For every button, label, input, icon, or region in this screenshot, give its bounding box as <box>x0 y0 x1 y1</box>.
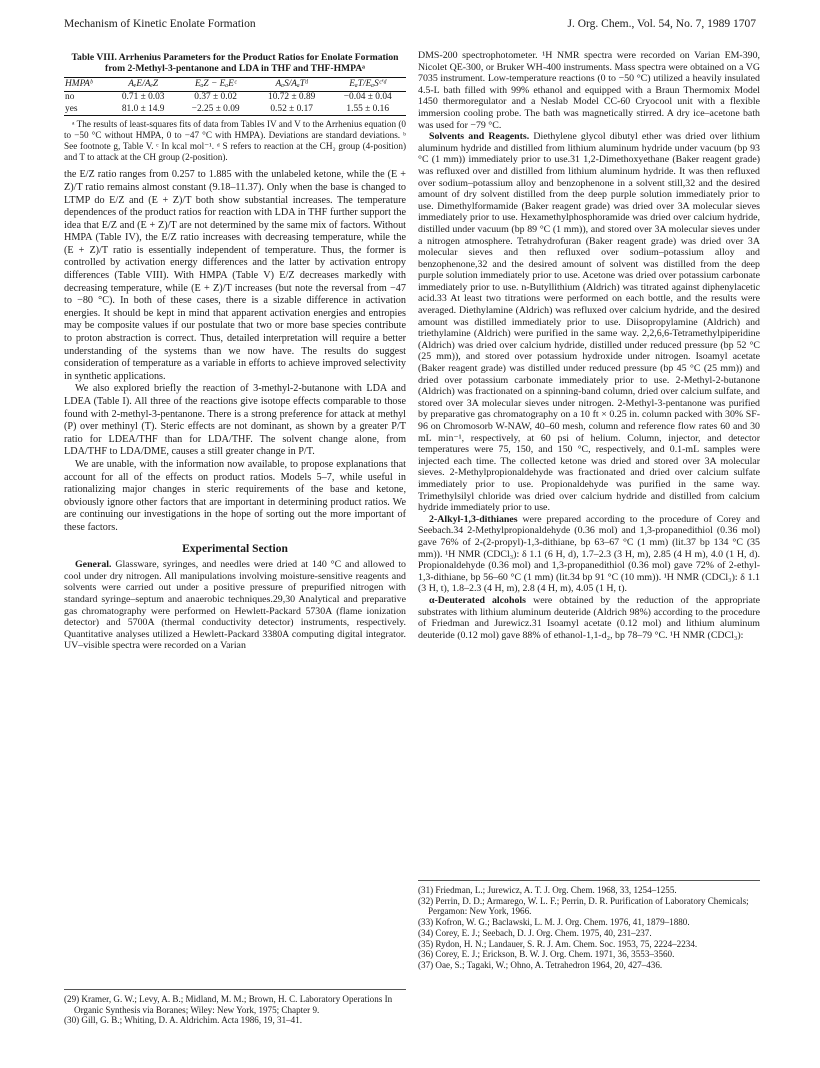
reference: (31) Friedman, L.; Jurewicz, A. T. J. Org. Chem. 1968, 33, 1254–1255. <box>418 885 677 895</box>
table-cell: no <box>65 92 75 103</box>
table-cell: 10.72 ± 0.89 <box>268 92 316 103</box>
right-column <box>418 50 760 641</box>
paragraph <box>418 514 760 595</box>
table-cell: 81.0 ± 14.9 <box>109 104 177 116</box>
paragraph-lead: 2-Alkyl-1,3-dithianes <box>429 513 518 525</box>
arrhenius-table <box>64 77 406 117</box>
table-cell: 0.52 ± 0.17 <box>254 104 330 116</box>
reference: (33) Kofron, W. G.; Baclawski, L. M. J. Org. Chem. 1976, 41, 1879–1880. <box>418 917 690 928</box>
reference: (30) Gill, G. B.; Whiting, D. A. Aldrichim. Acta 1986, 19, 31–41. <box>64 1015 303 1026</box>
paragraph-text: Glassware, syringes, and needles were dried at 140 °C and allowed to cool under dry nitrogen. All manipulations involving moisture-sensitive reagents and solvents were carried out under a positive pressure of prepurified nitrogen with standard syringe–septum and anaerobic techniques.29,30 Analytical and preparative gas chromatography were performed on Hewlett-Packard 5730A (flame ionization detector) and 5700A (thermal conductivity detector) instruments, respectively. Quantitative analyses utilized a Hewlett-Packard 3380A computing digital integrator. UV–visible spectra were recorded on a Varian <box>64 559 406 652</box>
table-header-cell: EₐZ − EₐEᶜ <box>177 77 254 92</box>
table-row <box>64 92 406 104</box>
paragraph-lead: General. <box>75 559 112 571</box>
experimental-text <box>64 559 406 652</box>
reference: (35) Rydon, H. N.; Landauer, S. R. J. Am. Chem. Soc. 1953, 75, 2224–2234. <box>418 938 698 949</box>
table-row <box>64 104 406 116</box>
experimental-text-continued <box>418 50 760 641</box>
section-heading: Experimental Section <box>182 542 288 555</box>
footnotes-right <box>418 880 760 971</box>
table-cell: −0.04 ± 0.04 <box>343 92 392 103</box>
table-header-cell: AₑE/AₑZ <box>109 77 177 92</box>
reference: (32) Perrin, D. D.; Armarego, W. L. F.; Perrin, D. R. Purification of Laboratory Chemicals; Pergamon: New York, 1966. <box>418 895 749 917</box>
table-cell: −2.25 ± 0.09 <box>177 104 254 116</box>
paragraph: the E/Z ratio ranges from 0.257 to 1.885 with the unlabeled ketone, while the (E + Z)/T ratio remains almost constant (9.18–11.37). Only when the base is changed to LTMP do E/Z and (E + Z)/T both show substantial increases. The temperature dependences of the product ratios for reaction with LDA in THF further support the idea that E/Z and (E + Z)/T are not determined by the same mix of factors. Without HMPA (Table IV), the E/Z ratio increases with decreasing temperature, while the (E + Z)/T ratio is essentially independent of temperature. Thus, the former is controlled by activation energy differences and the latter by activation entropy differences (Table VIII). With HMPA (Table V) E/Z decreases markedly with decreasing temperature, while (E + Z)/T increases (but note the reversal from −47 to −80 °C). In both of these cases, there is a sizable difference in activation energies. It should be kept in mind that apparent activation energies and entropies may be composite values if our postulate that two or more base species contribute to proton abstraction is correct. Thus, detailed interpretation will require a better understanding of the systems than we now have. The results do suggest consideration of temperature as a variable in efforts to achieve improved selectivity in synthetic applications. <box>64 169 406 382</box>
footnotes-left <box>64 989 406 1026</box>
paragraph <box>64 559 406 652</box>
table-header-row <box>64 77 406 92</box>
paragraph: We also explored briefly the reaction of 3-methyl-2-butanone with LDA and LDEA (Table I). All three of the reactions give isotope effects comparable to those found with 2-methyl-3-pentanone. There is a strong preference for attack at methyl (P) over methinyl (T). Steric effects are not dominant, as shown by a greater P/T ratio for LDEA/THF than for LDA/THF. The solvent change alone, from LDA/THF to LDA/DME, causes a still greater change in P/T. <box>64 383 406 458</box>
left-column <box>64 50 406 652</box>
table-header-cell: HMPAᵇ <box>64 77 109 92</box>
reference: (36) Corey, E. J.; Erickson, B. W. J. Org. Chem. 1971, 36, 3553–3560. <box>418 949 675 960</box>
reference: (29) Kramer, G. W.; Levy, A. B.; Midland, M. M.; Brown, H. C. Laboratory Operations In Organic Synthesis via Boranes; Wiley: New York, 1975; Chapter 9. <box>64 994 393 1015</box>
reference: (34) Corey, E. J.; Seebach, D. J. Org. Chem. 1975, 40, 231–237. <box>418 927 652 938</box>
discussion-text <box>64 169 406 534</box>
table-header-cell: EₐT/EₐSᶜ′ᵈ <box>329 77 406 92</box>
reference: (37) Oae, S.; Tagaki, W.; Ohno, A. Tetrahedron 1964, 20, 427–436. <box>418 959 663 970</box>
paragraph-text: Diethylene glycol dibutyl ether was dried over lithium aluminum hydride and distilled from lithium aluminum hydride under vacuum (bp 93 °C (1 mm)) immediately prior to use.31 1,2-Dimethoxyethane (Baker reagent grade) was refluxed over and distilled from lithium aluminum hydride. It was then refluxed over sodium–potassium alloy and benzophenone in a solvent still,32 and the desired amount of dry solvent distilled from the deep purple solution immediately prior to use. Dimethylformamide (Baker reagent grade) was dried over 3A molecular sieves immediately prior to use. Hexamethylphosphoramide was dried over calcium hydride, distilled under vacuum (bp 89 °C (1 mm)), and stored over 3A molecular sieves under a nitrogen atmosphere. Tetrahydrofuran (Baker reagent grade) was dried over 3A molecular sieves and then refluxed over sodium–potassium alloy and benzophenone,32 and the desired amount of solvent was distilled from the deep purple solution immediately prior to use. Acetone was dried over potassium carbonate immediately prior to use. n-Butyllithium (Aldrich) was titrated against diphenylacetic acid.33 At least two titrations were performed on each bottle, and the results were averaged. Diethylamine (Aldrich) was refluxed over calcium hydride, and the desired amount was distilled immediately prior to use. Diisopropylamine (Aldrich) and triethylamine (Aldrich) were purified in the same way. 2,2,6,6-Tetramethylpiperidine (Aldrich) was dried over calcium hydride, distilled under reduced pressure (bp 52 °C (25 mm)), and stored over potassium hydroxide under nitrogen. Isoamyl acetate (Baker reagent grade) was distilled under reduced pressure (bp 45 °C (25 mm)) and dried over potassium carbonate immediately prior to use. 2-Methyl-2-butanone (Aldrich) was fractionated on a spinning-band column, dried over calcium sulfate, and stored over 3A molecular sieves under nitrogen. 2-Methyl-3-pentanone was purified by preparative gas chromatography on a 10 ft × 0.25 in. column packed with 30% SF-96 on Chromosorb W-NAW, 40–60 mesh, column and reference flow rates 60 and 30 mL min⁻¹, respectively, at 60 psi of helium. Column, injector, and detector temperatures were 75, 150, and 150 °C, respectively, and 0.1-mL samples were injected each time. The collected ketone was dried and stored over 3A molecular sieves. 2-Methylpropionaldehyde was fractionated and dried over calcium sulfate immediately prior to use. Propionaldehyde was purified in the same way. Trimethylsilyl chloride was dried over calcium hydride and distilled from calcium hydride immediately prior to use. <box>418 131 760 514</box>
paragraph-lead: Solvents and Reagents. <box>429 131 530 143</box>
paragraph <box>418 131 760 514</box>
paragraph <box>418 595 760 641</box>
paragraph-text: were prepared according to the procedure of Corey and Seebach.34 2-Methylpropionaldehyde (0.36 mol) and 1,3-propanedithiol (0.36 mol) gave 76% of 2-(2-propyl)-1,3-dithiane, bp 63–67 °C (1 mm) (lit.37 bp 134 °C (35 mm)). ¹H NMR (CDCl₃): δ 1.1 (6 H, d), 1.7–2.3 (3 H, m), 2.85 (4 H m), 4.0 (1 H, d). Propionaldehyde (0.36 mol) and 1,3-propanedithiol (0.36 mol) gave 72% of 2-ethyl-1,3-dithiane, bp 56–60 °C (1 mm) (lit.34 bp 91 °C (10 mm)). ¹H NMR (CDCl₃): δ 1.1 (3 H, t), 1.8–2.3 (4 H, m), 2.8 (4 H, m), 4.05 (1 H, t). <box>418 513 760 595</box>
paragraph: DMS-200 spectrophotometer. ¹H NMR spectra were recorded on Varian EM-390, Nicolet QE-300, or Bruker WH-400 instruments. Mass spectra were obtained on a VG 7035 instrument. Low-temperature reactions (0 to −50 °C) utilized a heavily insulated 4.5-L bath filled with 99% ethanol and equipped with a Braun Thermomix Model 1450 thermoregulator and a Neslab Model CC-60 Cryocool unit with a flexible immersion cooling probe. The bath was magnetically stirred. A dry ice–acetone bath was used for −79 °C. <box>418 50 760 131</box>
table-cell: 0.37 ± 0.02 <box>194 92 237 103</box>
paragraph: We are unable, with the information now available, to propose explanations that account for all of the effects on product ratios. Models 5–7, while useful in rationalizing major changes in steric requirements of the base and ketone, obviously ignore other factors that are important in determining product ratios. We are continuing our investigations in the hope of sorting out the more important of these factors. <box>64 458 406 533</box>
table-footnotes: ᵃ The results of least-squares fits of data from Tables IV and V to the Arrhenius equation (0 to −50 °C without HMPA, 0 to −47 °C with HMPA). Deviations are standard deviations. ᵇ See footnote g, Table V. ᶜ In kcal mol⁻¹. ᵈ S refers to reaction at the CH₂ group (4-position) and T to attack at the CH group (2-position). <box>64 119 406 163</box>
table-cell: 0.71 ± 0.03 <box>121 92 165 103</box>
table-title: Table VIII. Arrhenius Parameters for the Product Ratios for Enolate Formation from 2-Methyl-3-pentanone and LDA in THF and THF-HMPAᵃ <box>71 52 399 75</box>
table-header-cell: AₐS/AₐTᵈ <box>254 77 330 92</box>
table-cell: yes <box>64 104 109 116</box>
header-journal: J. Org. Chem., Vol. 54, No. 7, 1989 1707 <box>567 18 756 30</box>
running-header <box>64 18 756 34</box>
paragraph-text: were obtained by the reduction of the appropriate substrates with lithium aluminum deuteride (Aldrich 98%) according to the procedure of Friedman and Jurewicz.31 Isoamyl acetate (0.12 mol) and lithium aluminum deuteride (0.12 mol) gave 88% of ethanol-1,1-d₂, bp 78–79 °C. ¹H NMR (CDCl₃): <box>418 594 760 641</box>
header-title: Mechanism of Kinetic Enolate Formation <box>64 18 256 30</box>
paragraph-lead: α-Deuterated alcohols <box>429 594 527 606</box>
table-cell: 1.55 ± 0.16 <box>329 104 406 116</box>
